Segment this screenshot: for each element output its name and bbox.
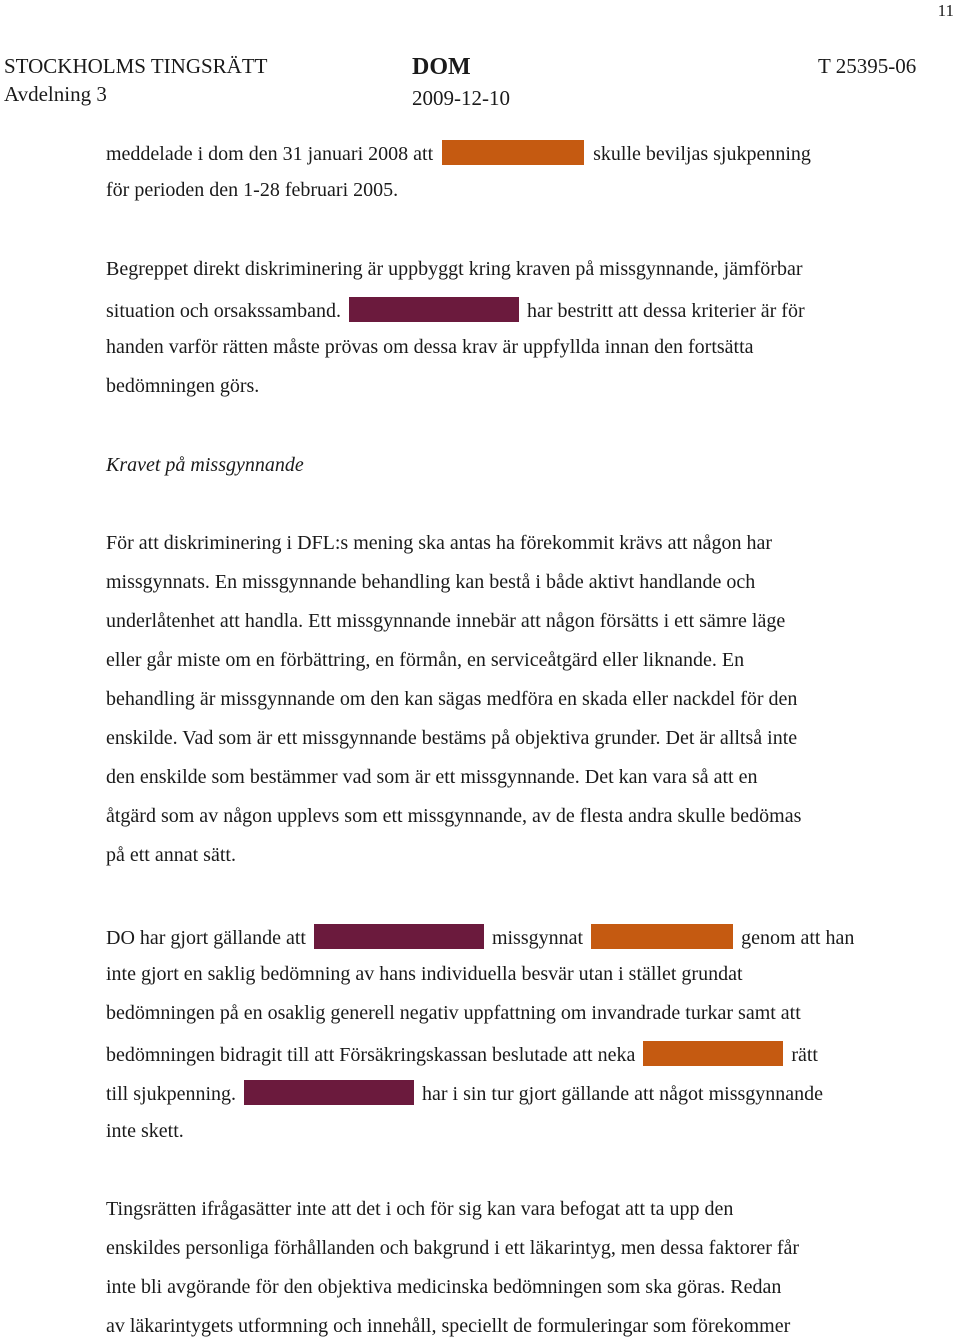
p3-line: på ett annat sätt. xyxy=(106,844,236,866)
p2-text-b: har bestritt att dessa kriterier är för xyxy=(526,300,805,322)
p4-line-6: inte skett. xyxy=(106,1120,184,1142)
p5-line: av läkarintygets utformning och innehåll, speciellt de formuleringar som förekommer xyxy=(106,1315,791,1337)
case-number: T 25395-06 xyxy=(818,54,917,78)
p4-text-f: till sjukpenning. xyxy=(106,1083,236,1105)
court-name: STOCKHOLMS TINGSRÄTT xyxy=(4,54,268,78)
p1-line-1 xyxy=(106,140,811,166)
p4-line-1 xyxy=(106,924,854,950)
p4-line-4 xyxy=(106,1041,818,1067)
p5-line: Tingsrätten ifrågasätter inte att det i och för sig kan vara befogat att ta upp den xyxy=(106,1198,734,1220)
document-date: 2009-12-10 xyxy=(412,86,510,110)
division: Avdelning 3 xyxy=(4,82,107,106)
p4-text-c: genom att han xyxy=(741,927,855,949)
p2-text-a: situation och orsakssamband. xyxy=(106,300,341,322)
p2-line-2 xyxy=(106,297,805,323)
redaction-box xyxy=(591,924,733,949)
p1-text-b: skulle beviljas sjukpenning xyxy=(593,143,811,165)
p3-line: åtgärd som av någon upplevs som ett missgynnande, av de flesta andra skulle bedömas xyxy=(106,805,802,827)
p2-line-1: Begreppet direkt diskriminering är uppbyggt kring kraven på missgynnande, jämförbar xyxy=(106,258,803,280)
redaction-box xyxy=(244,1080,414,1105)
p5-line: enskildes personliga förhållanden och bakgrund i ett läkarintyg, men dessa faktorer får xyxy=(106,1237,800,1259)
p4-text-g: har i sin tur gjort gällande att något missgynnande xyxy=(422,1083,824,1105)
p3-line: underlåtenhet att handla. Ett missgynnande innebär att någon försätts i ett sämre läge xyxy=(106,610,786,632)
section-heading: Kravet på missgynnande xyxy=(106,454,304,476)
document-type: DOM xyxy=(412,54,471,80)
redaction-box xyxy=(643,1041,783,1066)
redaction-box xyxy=(314,924,484,949)
p4-line-2: inte gjort en saklig bedömning av hans individuella besvär utan i stället grundat xyxy=(106,963,743,985)
p4-text-d: bedömningen bidragit till att Försäkringskassan beslutade att neka xyxy=(106,1044,636,1066)
p3-line: missgynnats. En missgynnande behandling kan bestå i både aktivt handlande och xyxy=(106,571,756,593)
redaction-box xyxy=(442,140,584,165)
redaction-box xyxy=(349,297,519,322)
p4-text-e: rätt xyxy=(791,1044,818,1066)
p2-line-4: bedömningen görs. xyxy=(106,375,260,397)
p1-line-2: för perioden den 1-28 februari 2005. xyxy=(106,179,399,201)
p3-line: behandling är missgynnande om den kan sägas medföra en skada eller nackdel för den xyxy=(106,688,798,710)
p3-line: För att diskriminering i DFL:s mening ska antas ha förekommit krävs att någon har xyxy=(106,532,772,554)
p4-line-5 xyxy=(106,1080,823,1106)
p4-line-3: bedömningen på en osaklig generell negativ uppfattning om invandrade turkar samt att xyxy=(106,1002,801,1024)
p3-line: eller går miste om en förbättring, en förmån, en serviceåtgärd eller liknande. En xyxy=(106,649,745,671)
p1-text-a: meddelade i dom den 31 januari 2008 att xyxy=(106,143,434,165)
p5-line: inte bli avgörande för den objektiva medicinska bedömningen som ska göras. Redan xyxy=(106,1276,782,1298)
p4-text-b: missgynnat xyxy=(491,927,584,949)
p3-line: enskilde. Vad som är ett missgynnande bestäms på objektiva grunder. Det är alltså inte xyxy=(106,727,798,749)
p4-text-a: DO har gjort gällande att xyxy=(106,927,306,949)
page-number: 11 xyxy=(937,1,954,20)
p2-line-3: handen varför rätten måste prövas om dessa krav är uppfyllda innan den fortsätta xyxy=(106,336,754,358)
p3-line: den enskilde som bestämmer vad som är ett missgynnande. Det kan vara så att en xyxy=(106,766,758,788)
